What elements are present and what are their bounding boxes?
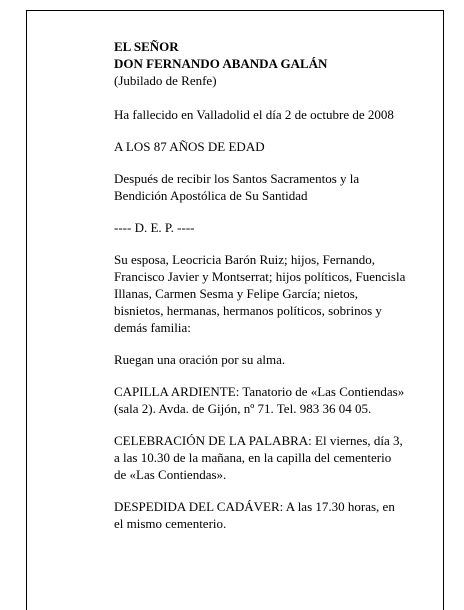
death-announcement <box>114 106 414 123</box>
farewell-info <box>114 498 414 532</box>
deceased-header <box>114 38 414 89</box>
text-line: CAPILLA ARDIENTE: Tanatorio de «Las Contiendas» <box>114 384 405 399</box>
deceased-occupation: (Jubilado de Renfe) <box>114 73 217 88</box>
deceased-name: DON FERNANDO ABANDA GALÁN <box>114 56 328 71</box>
text-line: Su esposa, Leocricia Barón Ruiz; hijos, Fernando, <box>114 252 376 267</box>
obituary-notice <box>114 38 414 532</box>
text-line: a las 10.30 de la mañana, en la capilla del cementerio <box>114 450 392 465</box>
sacraments-paragraph <box>114 170 414 204</box>
text-line: Ha fallecido en Valladolid el día 2 de octubre de 2008 <box>114 107 394 122</box>
chapel-info <box>114 383 414 417</box>
celebration-info <box>114 432 414 483</box>
text-line: A LOS 87 AÑOS DE EDAD <box>114 139 265 154</box>
text-line: ---- D. E. P. ---- <box>114 220 195 235</box>
text-line: bisnietos, hermanas, hermanos políticos, sobrinos y <box>114 303 382 318</box>
family-paragraph <box>114 251 414 336</box>
prayer-request <box>114 351 414 368</box>
text-line: demás familia: <box>114 320 191 335</box>
text-line: Francisco Javier y Montserrat; hijos políticos, Fuencisla <box>114 269 406 284</box>
text-line: (sala 2). Avda. de Gijón, nº 71. Tel. 983 36 04 05. <box>114 401 372 416</box>
age-line <box>114 138 414 155</box>
text-line: de «Las Contiendas». <box>114 467 227 482</box>
text-line: Después de recibir los Santos Sacramentos y la <box>114 171 360 186</box>
text-line: Ruegan una oración por su alma. <box>114 352 286 367</box>
text-line: CELEBRACIÓN DE LA PALABRA: El viernes, día 3, <box>114 433 403 448</box>
text-line: Bendición Apostólica de Su Santidad <box>114 188 308 203</box>
text-line: el mismo cementerio. <box>114 516 227 531</box>
text-line: DESPEDIDA DEL CADÁVER: A las 17.30 horas, en <box>114 499 395 514</box>
text-line: Illanas, Carmen Sesma y Felipe García; nietos, <box>114 286 359 301</box>
honorific: EL SEÑOR <box>114 39 179 54</box>
rip-line <box>114 219 414 236</box>
